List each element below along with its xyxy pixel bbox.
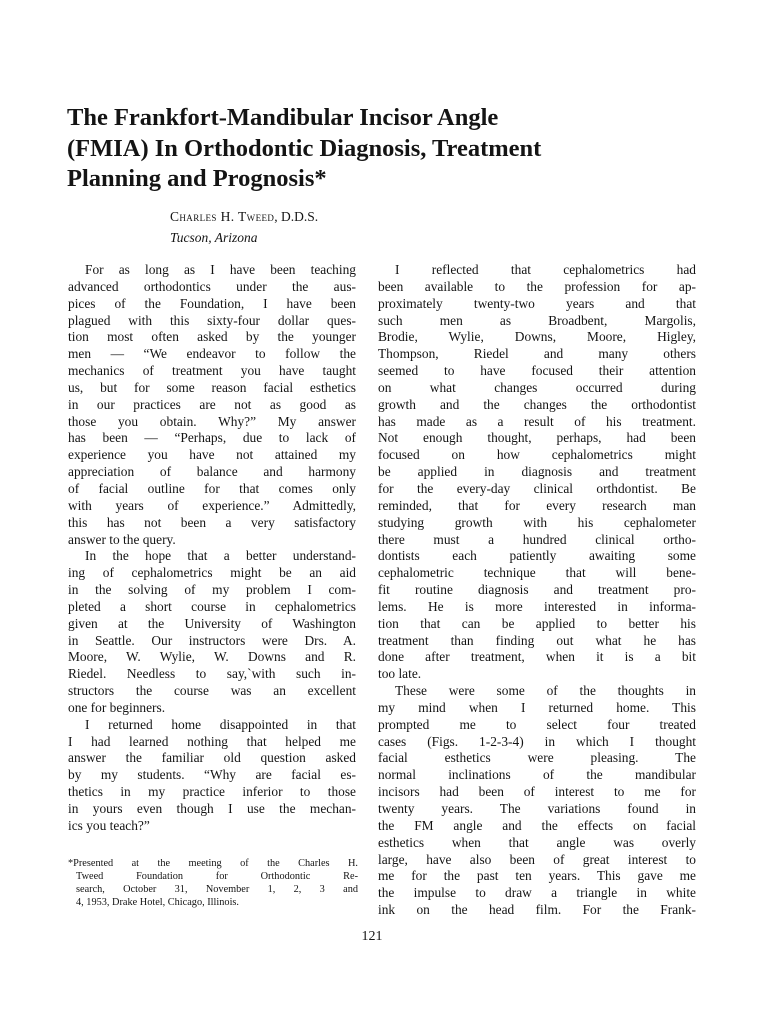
text-line: thetics in my practice inferior to those	[68, 784, 356, 800]
text-line: the impulse to draw a triangle in white	[378, 885, 696, 901]
text-line: in Seattle. Our instructors were Drs. A.	[68, 632, 356, 648]
text-line: in our practices are not as good as	[68, 396, 356, 412]
text-line: has made as a result of his treatment.	[378, 413, 696, 429]
text-line: Thompson, Riedel and many others	[378, 346, 696, 362]
text-line: been available to the profession for ap-	[378, 278, 696, 294]
text-line: treatment than finding out what he has	[378, 632, 696, 648]
text-line: one for beginners.	[68, 699, 166, 715]
text-line: In the hope that a better understand-	[85, 548, 356, 564]
title-line: (FMIA) In Orthodontic Diagnosis, Treatment	[67, 134, 542, 162]
text-line: focused on how cephalometrics might	[378, 447, 696, 463]
text-line: answer the familiar old question asked	[68, 750, 356, 766]
author-name: Charles H. Tweed	[170, 209, 275, 224]
text-line: be applied in diagnosis and treatment	[378, 464, 696, 480]
text-line: lems. He is more interested in informa-	[378, 598, 696, 614]
text-line: my mind when I returned home. This	[378, 699, 696, 715]
text-line: growth and the changes the orthodontist	[378, 396, 696, 412]
text-line: reminded, that for every research man	[378, 497, 696, 513]
text-line: large, have also been of great interest to	[378, 851, 696, 867]
text-line: answer to the query.	[68, 531, 176, 547]
text-line: me for the past ten years. This gave me	[378, 868, 696, 884]
text-line: experience you have not attained my	[68, 447, 356, 463]
author-byline	[170, 208, 318, 226]
text-line: incisors had been of interest to me for	[378, 784, 696, 800]
text-line: For as long as I have been teaching	[85, 262, 356, 277]
text-line: there must a hundred clinical ortho-	[378, 531, 696, 547]
text-line: with years of experience.” Admittedly,	[68, 497, 356, 513]
text-line: done after treatment, when it is a bit	[378, 649, 696, 665]
text-line: advanced orthodontics under the aus-	[68, 278, 356, 294]
text-line: given at the University of Washington	[68, 615, 356, 631]
text-line: ics you teach?”	[68, 817, 150, 833]
text-line: esthetics when that angle was overly	[378, 834, 696, 850]
author-degree: , D.D.S.	[274, 209, 319, 224]
author-location: Tucson, Arizona	[170, 230, 258, 245]
text-line: dontists each patiently awaiting some	[378, 548, 696, 564]
text-line: men — “We endeavor to follow the	[68, 346, 356, 362]
text-line: Moore, W. Wylie, W. Downs and R.	[68, 649, 356, 665]
text-line: tion most often asked by the younger	[68, 329, 356, 345]
text-line: has been — “Perhaps, due to lack of	[68, 430, 356, 446]
text-line: tion that can be applied to better his	[378, 615, 696, 631]
footnote-line: *Presented at the meeting of the Charles H.	[68, 858, 358, 869]
text-line: studying growth with his cephalometer	[378, 514, 696, 530]
footnote-line: Tweed Foundation for Orthodontic Re-	[76, 871, 358, 882]
text-line: mechanics of treatment you have taught	[68, 363, 356, 379]
text-line: I reflected that cephalometrics had	[395, 262, 696, 277]
text-line: such men as Broadbent, Margolis,	[378, 312, 696, 328]
text-line: appreciation of balance and harmony	[68, 464, 356, 480]
footnote-line: 4, 1953, Drake Hotel, Chicago, Illinois.	[76, 897, 240, 908]
text-line: cases (Figs. 1-2-3-4) in which I thought	[378, 733, 696, 749]
text-line: Brodie, Wylie, Downs, Moore, Higley,	[378, 329, 696, 345]
title-line: The Frankfort-Mandibular Incisor Angle	[67, 104, 499, 131]
text-line: cephalometric technique that will bene-	[378, 565, 696, 581]
text-line: twenty years. The variations found in	[378, 801, 696, 816]
text-line: plagued with this sixty-four dollar ques-	[68, 312, 356, 328]
footnote-line: search, October 31, November 1, 2, 3 and	[76, 884, 358, 895]
left-text-column	[68, 262, 356, 835]
text-line: Riedel. Needless to say,`with such in-	[68, 666, 356, 682]
text-line: These were some of the thoughts in	[395, 683, 696, 699]
text-line: in the solving of my problem I com-	[68, 582, 356, 598]
text-line: those you obtain. Why?” My answer	[68, 413, 356, 429]
text-line: ing of cephalometrics might be an aid	[68, 565, 356, 581]
text-line: of facial outline for that comes only	[68, 480, 356, 496]
text-line: for the every-day clinical orthdontist. Be	[378, 480, 696, 496]
text-line: seemed to have focused their attention	[378, 363, 696, 379]
text-line: I returned home disappointed in that	[85, 716, 356, 732]
title-line: Planning and Prognosis*	[67, 165, 327, 192]
text-line: in yours even though I use the mechan-	[68, 801, 356, 816]
page-number: 121	[361, 929, 383, 944]
text-line: facial esthetics were pleasing. The	[378, 750, 696, 766]
article-title	[67, 103, 707, 195]
text-line: normal inclinations of the mandibular	[378, 767, 696, 783]
text-line: on what changes occurred during	[378, 379, 696, 395]
text-line: proximately twenty-two years and that	[378, 295, 696, 311]
footnote	[68, 857, 358, 909]
text-line: pices of the Foundation, I have been	[68, 295, 356, 311]
text-line: this has not been a very satisfactory	[68, 514, 356, 530]
text-line: Not enough thought, perhaps, had been	[378, 430, 696, 446]
text-line: pleted a short course in cephalometrics	[68, 598, 356, 614]
text-line: the FM angle and the effects on facial	[378, 817, 696, 833]
text-line: I had learned nothing that helped me	[68, 733, 356, 749]
text-line: structors the course was an excellent	[68, 683, 356, 699]
text-line: us, but for some reason facial esthetics	[68, 379, 356, 395]
text-line: ink on the head film. For the Frank-	[378, 902, 696, 918]
text-line: by my students. “Why are facial es-	[68, 767, 356, 783]
right-text-column	[378, 262, 696, 919]
text-line: prompted me to select four treated	[378, 716, 696, 732]
text-line: fit routine diagnosis and treatment pro-	[378, 582, 696, 598]
text-line: too late.	[378, 666, 422, 682]
